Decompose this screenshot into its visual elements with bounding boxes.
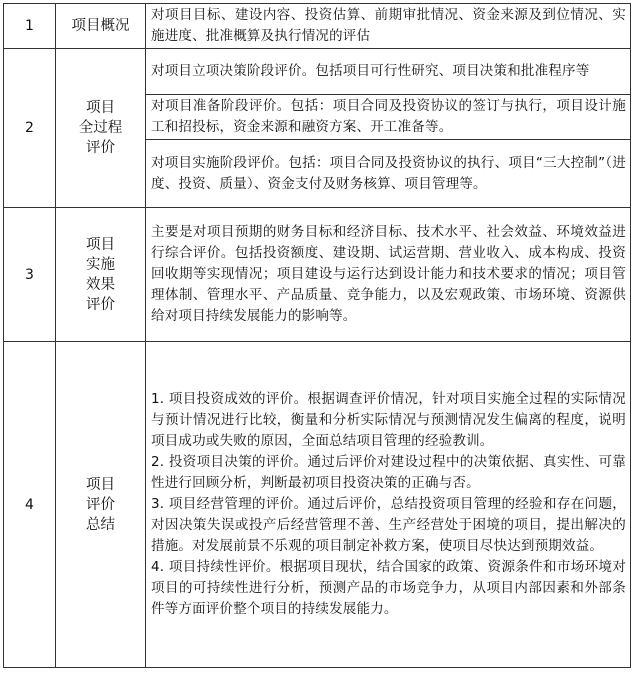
category-line: 实施 [86, 256, 115, 273]
category-line: 效果 [86, 276, 115, 293]
row-number: 2 [4, 49, 56, 208]
sub-description: 对项目实施阶段评价。包括：项目合同及投资协议的执行、项目“三大控制”（进度、投资、质量）、资金支付及财务核算、项目管理等。 [146, 140, 631, 208]
row-number: 4 [4, 342, 56, 668]
sub-description: 对项目准备阶段评价。包括：项目合同及投资协议的签订与执行，项目设计施工和招投标，资金来源和融资方案、开工准备等。 [146, 95, 631, 140]
table-row [4, 49, 631, 95]
table-row [4, 208, 631, 342]
category-line: 项目 [86, 236, 115, 253]
category-line: 评价 [86, 496, 115, 513]
summary-paragraph: 2. 投资项目决策的评价。通过后评价对建设过程中的决策依据、真实性、可靠性进行回顾分析，判断最初项目投资决策的正确与否。 [151, 454, 626, 491]
row-number: 3 [4, 208, 56, 342]
category-line: 项目 [86, 100, 115, 116]
row-description: 主要是对项目预期的财务目标和经济目标、技术水平、社会效益、环境效益进行综合评价。包括投资额度、建设期、试运营期、营业收入、成本构成、投资回收期等实现情况；项目建设与运行达到设计能力和技术要求的情况；项目管理体制、管理水平、产品质量、竞争能力，以及宏观政策、市场环境、资源供给对项目持续发展能力的影响等。 [146, 208, 631, 342]
table-row [4, 342, 631, 668]
summary-paragraph: 3. 项目经营管理的评价。通过后评价，总结投资项目管理的经验和存在问题，对因决策失误或投产后经营管理不善、生产经营处于困境的项目，提出解决的措施。对发展前景不乐观的项目制定补救方案，使项目尽快达到预期效益。 [151, 496, 626, 554]
row-category [56, 49, 146, 208]
category-line: 评价 [86, 296, 115, 313]
category-line: 项目 [86, 476, 115, 493]
summary-paragraph: 1. 项目投资成效的评价。根据调查评价情况，针对项目实施全过程的实际情况与预计情况进行比较，衡量和分析实际情况与预测情况发生偏离的程度，说明项目成功或失败的原因，全面总结项目管理的经验教训。 [151, 391, 626, 449]
row-description: 对项目目标、建设内容、投资估算、前期审批情况、资金来源及到位情况、实施进度、批准概算及执行情况的评估 [146, 4, 631, 49]
evaluation-table [3, 3, 631, 668]
row-category [56, 342, 146, 668]
row-category: 项目概况 [56, 4, 146, 49]
category-line: 总结 [86, 516, 115, 533]
row-description [146, 342, 631, 668]
table-row [4, 4, 631, 49]
row-category [56, 208, 146, 342]
category-line: 评价 [86, 140, 115, 156]
category-line: 全过程 [78, 120, 123, 136]
row-number: 1 [4, 4, 56, 49]
summary-paragraph: 4. 项目持续性评价。根据项目现状，结合国家的政策、资源条件和市场环境对项目的可持续性进行分析，预测产品的市场竞争力，从项目内部因素和外部条件等方面评价整个项目的持续发展能力。 [151, 559, 626, 617]
sub-description: 对项目立项决策阶段评价。包括项目可行性研究、项目决策和批准程序等 [146, 49, 631, 95]
